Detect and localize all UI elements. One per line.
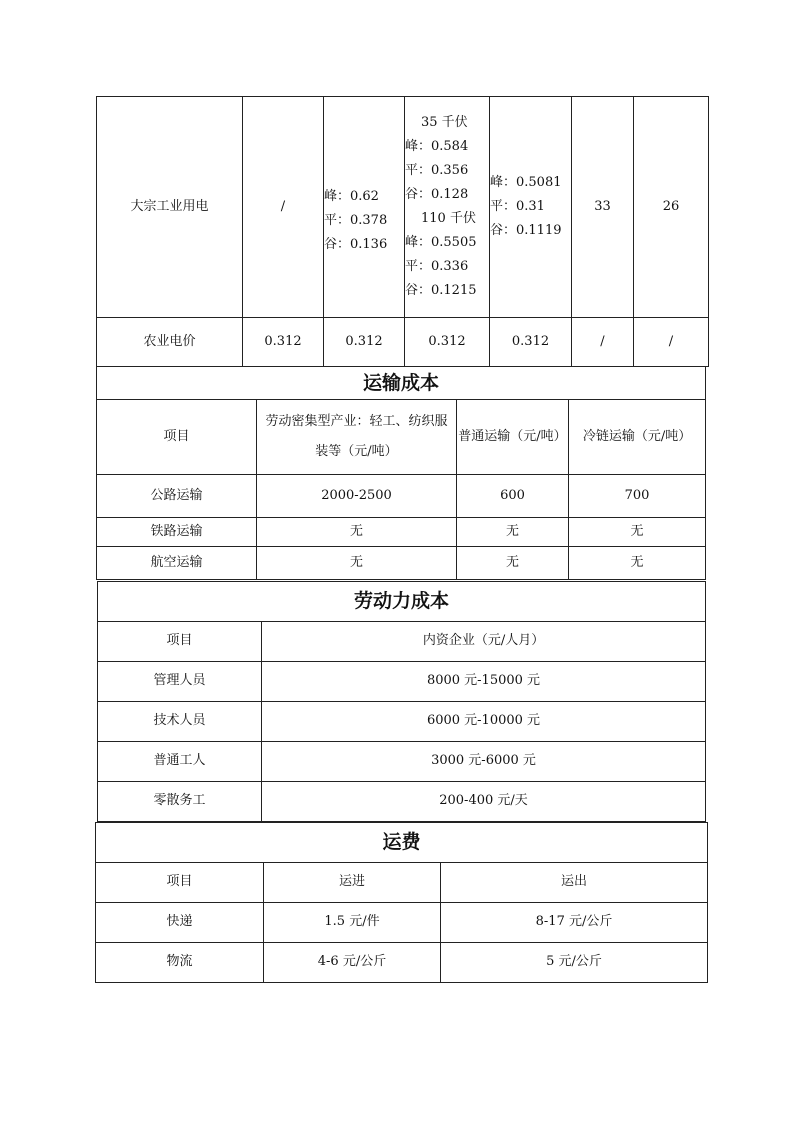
table-header-row <box>97 400 706 475</box>
table-cell: 物流 <box>96 943 264 983</box>
table-cell: 700 <box>569 475 706 518</box>
table-header-row <box>96 863 708 903</box>
table-cell: 4-6 元/公斤 <box>264 943 441 983</box>
table-row <box>96 903 708 943</box>
column-header: 劳动密集型产业：轻工、纺织服装等（元/吨） <box>257 400 457 475</box>
table-row <box>97 97 709 318</box>
table-cell: 26 <box>634 97 709 318</box>
row-label-agri: 农业电价 <box>97 318 243 367</box>
table-cell: 航空运输 <box>97 547 257 580</box>
column-header: 运进 <box>264 863 441 903</box>
table-cell: 0.312 <box>243 318 324 367</box>
table-cell: 公路运输 <box>97 475 257 518</box>
labor-title: 劳动力成本 <box>98 582 706 622</box>
table-row <box>98 702 706 742</box>
table-cell: 1.5 元/件 <box>264 903 441 943</box>
table-cell: / <box>572 318 634 367</box>
table-row <box>97 547 706 580</box>
table-cell: 0.312 <box>405 318 490 367</box>
column-header: 内资企业（元/人月） <box>262 622 706 662</box>
column-header: 项目 <box>96 863 264 903</box>
row-label-industrial: 大宗工业用电 <box>97 97 243 318</box>
table-cell: / <box>243 97 324 318</box>
table-cell: 33 <box>572 97 634 318</box>
table-cell: 6000 元-10000 元 <box>262 702 706 742</box>
table-cell: 无 <box>457 547 569 580</box>
table-cell: 600 <box>457 475 569 518</box>
table-cell: 0.312 <box>324 318 405 367</box>
table-cell: 技术人员 <box>98 702 262 742</box>
electricity-price-table <box>96 96 709 367</box>
table-cell: 2000-2500 <box>257 475 457 518</box>
table-cell: 8000 元-15000 元 <box>262 662 706 702</box>
table-cell: 零散务工 <box>98 782 262 822</box>
table-cell: / <box>634 318 709 367</box>
table-title-row <box>98 582 706 622</box>
table-cell: 200-400 元/天 <box>262 782 706 822</box>
table-row <box>98 782 706 822</box>
table-cell: 峰：0.5081 平：0.31 谷：0.1119 <box>490 97 572 318</box>
table-cell: 峰：0.62 平：0.378 谷：0.136 <box>324 97 405 318</box>
table-cell: 3000 元-6000 元 <box>262 742 706 782</box>
column-header: 运出 <box>441 863 708 903</box>
table-row <box>97 475 706 518</box>
column-header: 项目 <box>98 622 262 662</box>
transport-cost-table <box>96 366 706 580</box>
table-row <box>97 518 706 547</box>
table-cell: 无 <box>569 547 706 580</box>
table-cell: 无 <box>257 518 457 547</box>
table-cell: 0.312 <box>490 318 572 367</box>
table-cell: 无 <box>457 518 569 547</box>
labor-cost-table <box>97 581 706 822</box>
table-title-row <box>96 823 708 863</box>
table-row <box>98 742 706 782</box>
column-header: 项目 <box>97 400 257 475</box>
table-cell: 35 千伏 峰：0.584 平：0.356 谷：0.128 110 千伏 峰：0.5505 平：0.336 谷：0.1215 <box>405 97 490 318</box>
table-title-row <box>97 367 706 400</box>
table-cell: 快递 <box>96 903 264 943</box>
table-cell: 5 元/公斤 <box>441 943 708 983</box>
table-cell: 管理人员 <box>98 662 262 702</box>
table-cell: 普通工人 <box>98 742 262 782</box>
table-row <box>96 943 708 983</box>
table-row <box>97 318 709 367</box>
table-header-row <box>98 622 706 662</box>
transport-title: 运输成本 <box>97 367 706 400</box>
freight-title: 运费 <box>96 823 708 863</box>
column-header: 冷链运输（元/吨） <box>569 400 706 475</box>
column-header: 普通运输（元/吨） <box>457 400 569 475</box>
table-row <box>98 662 706 702</box>
freight-table <box>95 822 708 983</box>
table-cell: 铁路运输 <box>97 518 257 547</box>
table-cell: 无 <box>569 518 706 547</box>
table-cell: 8-17 元/公斤 <box>441 903 708 943</box>
table-cell: 无 <box>257 547 457 580</box>
